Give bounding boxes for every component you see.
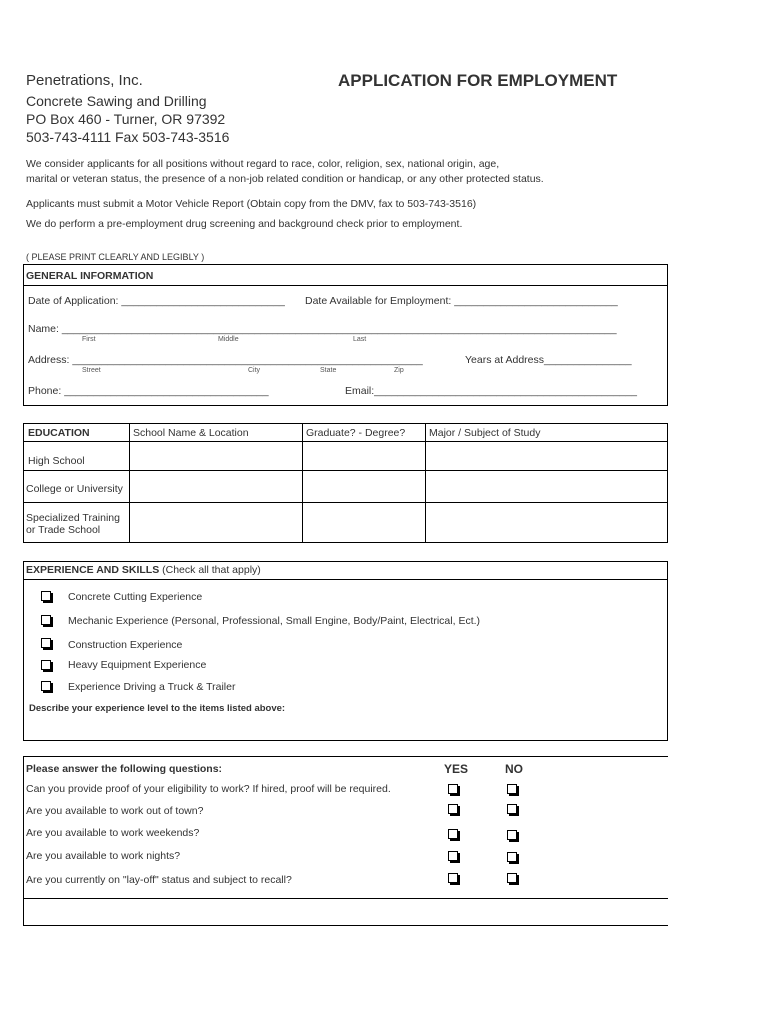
graduate-degree-header: Graduate? - Degree?	[306, 427, 406, 439]
eligibility-yes-checkbox[interactable]	[448, 784, 458, 794]
mvr-notice: Applicants must submit a Motor Vehicle Report (Obtain copy from the DMV, fax to 503-743-3516)	[26, 198, 477, 210]
company-tagline: Concrete Sawing and Drilling	[26, 93, 207, 109]
name-last-label: Last	[353, 336, 367, 343]
address-zip-label: Zip	[394, 367, 404, 374]
experience-heading	[26, 564, 261, 576]
name-field[interactable]: Name: _______________________________________________________________________________________________	[28, 323, 617, 335]
weekends-yes-checkbox[interactable]	[448, 829, 458, 839]
company-phone-fax: 503-743-4111 Fax 503-743-3516	[26, 129, 230, 145]
construction-checkbox[interactable]	[41, 638, 51, 648]
experience-heading-title: EXPERIENCE AND SKILLS	[26, 564, 160, 576]
nights-yes-checkbox[interactable]	[448, 851, 458, 861]
question-eligibility: Can you provide proof of your eligibility to work? If hired, proof will be required.	[26, 783, 391, 795]
form-title: APPLICATION FOR EMPLOYMENT	[338, 71, 618, 90]
drug-screening-notice: We do perform a pre-employment drug screening and background check prior to employment.	[26, 218, 463, 230]
lay-off-no-checkbox[interactable]	[507, 873, 517, 883]
heavy-equipment-checkbox[interactable]	[41, 660, 51, 670]
phone-field[interactable]: Phone: ___________________________________	[28, 385, 269, 397]
question-weekends: Are you available to work weekends?	[26, 827, 200, 839]
name-first-label: First	[82, 336, 96, 343]
describe-experience-label: Describe your experience level to the items listed above:	[29, 703, 286, 714]
education-row-divider-2	[23, 502, 668, 503]
concrete-cutting-checkbox[interactable]	[41, 591, 51, 601]
truck-trailer-label: Experience Driving a Truck & Trailer	[68, 681, 236, 693]
college-row-label: College or University	[26, 483, 123, 495]
years-at-address-field[interactable]: Years at Address_______________	[465, 354, 632, 366]
construction-label: Construction Experience	[68, 639, 183, 651]
questions-bottom-divider	[23, 898, 668, 899]
yes-column-header: YES	[444, 762, 469, 776]
major-subject-header: Major / Subject of Study	[429, 427, 541, 439]
question-lay-off: Are you currently on "lay-off" status and subject to recall?	[26, 874, 292, 886]
out-of-town-yes-checkbox[interactable]	[448, 804, 458, 814]
print-clearly-note: ( PLEASE PRINT CLEARLY AND LEGIBLY )	[26, 252, 205, 262]
general-information-heading: GENERAL INFORMATION	[26, 270, 154, 282]
nights-no-checkbox[interactable]	[507, 852, 517, 862]
education-col-divider-2	[302, 423, 303, 543]
education-col-divider-1	[129, 423, 130, 543]
high-school-row-label: High School	[28, 455, 85, 467]
company-address: PO Box 460 - Turner, OR 97392	[26, 111, 226, 127]
education-header: EDUCATION	[28, 427, 90, 439]
education-row-divider-1	[23, 470, 668, 471]
address-field[interactable]: Address: ____________________________________________________________	[28, 354, 423, 366]
education-col-divider-3	[425, 423, 426, 543]
school-name-header: School Name & Location	[133, 427, 249, 439]
email-field[interactable]: Email:_____________________________________________	[345, 385, 637, 397]
questions-section	[23, 756, 668, 926]
eligibility-no-checkbox[interactable]	[507, 784, 517, 794]
out-of-town-no-checkbox[interactable]	[507, 804, 517, 814]
trade-school-row-label: or Trade School	[26, 524, 101, 536]
name-middle-label: Middle	[218, 336, 239, 343]
mechanic-checkbox[interactable]	[41, 615, 51, 625]
questions-heading: Please answer the following questions:	[26, 763, 223, 775]
education-header-divider	[23, 441, 668, 442]
eeo-notice-line1: We consider applicants for all positions without regard to race, color, religion, sex, national origin, age,	[26, 158, 500, 170]
specialized-training-row-label: Specialized Training	[26, 512, 120, 524]
date-available-field[interactable]: Date Available for Employment: ____________________________	[305, 295, 618, 307]
question-nights: Are you available to work nights?	[26, 850, 181, 862]
experience-heading-divider	[23, 579, 668, 580]
weekends-no-checkbox[interactable]	[507, 830, 517, 840]
lay-off-yes-checkbox[interactable]	[448, 873, 458, 883]
no-column-header: NO	[505, 762, 523, 776]
eeo-notice-line2: marital or veteran status, the presence of a non-job related condition or handicap, or any other protected status.	[26, 173, 544, 185]
question-out-of-town: Are you available to work out of town?	[26, 805, 204, 817]
truck-trailer-checkbox[interactable]	[41, 681, 51, 691]
address-street-label: Street	[82, 367, 101, 374]
address-city-label: City	[248, 367, 261, 374]
general-heading-divider	[23, 285, 668, 286]
concrete-cutting-label: Concrete Cutting Experience	[68, 591, 203, 603]
mechanic-label: Mechanic Experience (Personal, Professional, Small Engine, Body/Paint, Electrical, Ect.)	[68, 615, 481, 627]
company-name: Penetrations, Inc.	[26, 72, 143, 89]
experience-section	[23, 561, 668, 741]
date-of-application-field[interactable]: Date of Application: ____________________________	[28, 295, 285, 307]
address-state-label: State	[320, 367, 337, 374]
heavy-equipment-label: Heavy Equipment Experience	[68, 659, 207, 671]
experience-heading-note: (Check all that apply)	[162, 564, 261, 576]
